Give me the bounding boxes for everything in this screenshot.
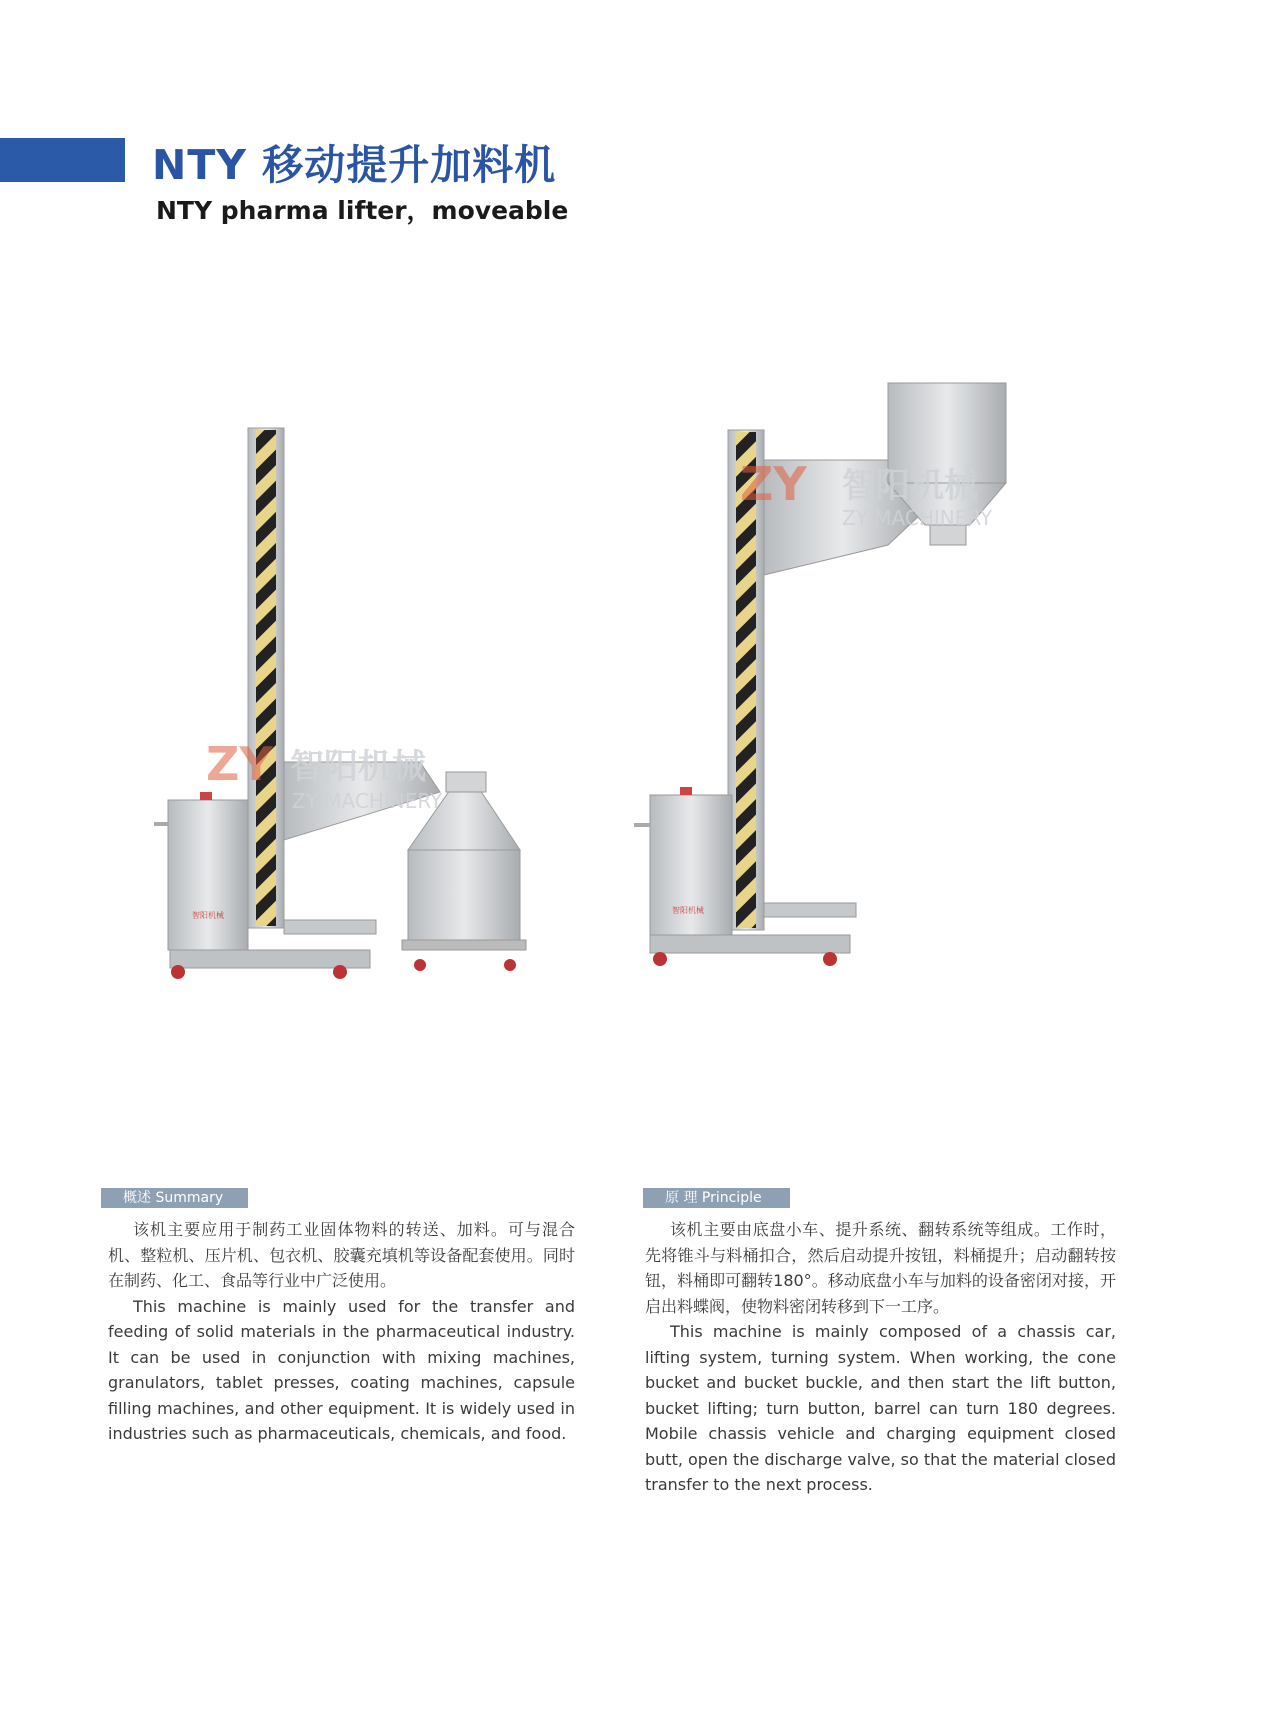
watermark-en: ZY MACHINERY	[292, 789, 443, 813]
watermark-cn: 智阳机械	[290, 747, 426, 787]
panel-brand: 智阳机械	[672, 906, 704, 915]
summary-text	[108, 1217, 575, 1447]
header-accent-bar	[0, 138, 125, 182]
principle-text-en: This machine is mainly composed of a chassis car, lifting system, turning system. When working, the cone bucket and bucket buckle, and then start the lift button, bucket lifting; turn button, barrel can turn 180 degrees. Mobile chassis vehicle and charging equipment closed butt, open the discharge valve, so that the material closed transfer to the next process.	[645, 1322, 1117, 1494]
page-subtitle: NTY pharma lifter，moveable	[156, 196, 569, 225]
summary-text-en: This machine is mainly used for the transfer and feeding of solid materials in the pharmaceutical industry. It can be used in conjunction with mixing machines, granulators, tablet presses, coating machines, capsule filling machines, and other equipment. It is widely used in industries such as pharmaceuticals, chemicals, and food.	[108, 1296, 575, 1443]
page-title: NTY 移动提升加料机	[152, 141, 557, 189]
machine-image-lowered	[150, 420, 560, 980]
summary-label: 概述 Summary	[101, 1188, 248, 1208]
panel-brand: 智阳机械	[192, 911, 224, 920]
watermark-en: ZY MACHINERY	[842, 506, 993, 530]
principle-label: 原 理 Principle	[643, 1188, 790, 1208]
watermark-logo: ZY	[740, 457, 807, 511]
watermark-cn: 智阳机械	[842, 466, 978, 506]
watermark-logo: ZY	[206, 737, 273, 791]
summary-text-cn: 该机主要应用于制药工业固体物料的转送、加料。可与混合机、整粒机、压片机、包衣机、胶囊充填机等设备配套使用。同时在制药、化工、食品等行业中广泛使用。	[108, 1220, 575, 1290]
principle-text-cn: 该机主要由底盘小车、提升系统、翻转系统等组成。工作时，先将锥斗与料桶扣合，然后启动提升按钮，料桶提升；启动翻转按钮，料桶即可翻转180°。移动底盘小车与加料的设备密闭对接，开启出料蝶阀，使物料密闭转移到下一工序。	[645, 1220, 1116, 1316]
principle-text	[645, 1217, 1116, 1498]
machine-image-raised	[620, 375, 1040, 980]
